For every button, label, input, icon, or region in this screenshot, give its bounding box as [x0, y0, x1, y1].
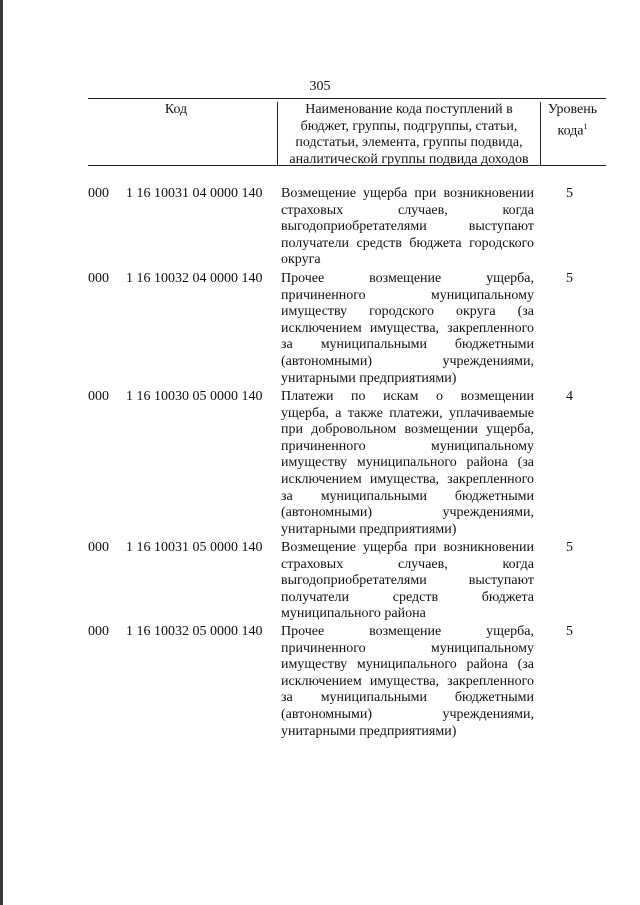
header-name-line: бюджет, группы, подгруппы, статьи,: [300, 118, 518, 134]
row-name-line: Возмещение ущерба при возникновении: [281, 540, 534, 555]
row-name-line: исключением имущества, закрепленного: [281, 673, 534, 689]
row-name-line: округа: [281, 252, 321, 268]
row-name-line: выгодоприобретателями выступают: [281, 219, 534, 235]
row-admin-code: 000: [88, 186, 109, 201]
row-name-line: Платежи по искам о возмещении: [281, 389, 534, 404]
row-code: 1 16 10032 05 0000 140: [126, 624, 263, 639]
row-name-line: унитарными предприятиями): [281, 521, 457, 537]
row-name-line: муниципального района: [281, 606, 426, 622]
header-name: [277, 102, 541, 165]
row-name: [281, 389, 534, 538]
row-name-line: получатели средств бюджета городского: [281, 235, 534, 251]
row-name-line: причиненного муниципальному: [281, 287, 534, 303]
row-name-line: причиненного муниципальному: [281, 438, 534, 454]
row-code: 1 16 10032 04 0000 140: [126, 271, 263, 286]
row-name-line: исключением имущества, закрепленного: [281, 320, 534, 336]
row-name-line: за муниципальными бюджетными: [281, 488, 534, 504]
row-level: 5: [566, 624, 573, 639]
row-admin-code: 000: [88, 624, 109, 639]
row-code: 1 16 10030 05 0000 140: [126, 389, 263, 404]
row-name-line: за муниципальными бюджетными: [281, 337, 534, 353]
page-edge: [0, 0, 3, 905]
row-name: [281, 271, 534, 387]
row-level: 5: [566, 540, 573, 555]
row-name-line: унитарными предприятиями): [281, 370, 457, 386]
row-name-line: Возмещение ущерба при возникновении: [281, 186, 534, 201]
row-name-line: имуществу муниципального района (за: [281, 657, 534, 673]
header-name-line: Наименование кода поступлений в: [305, 102, 513, 117]
row-name-line: выгодоприобретателями выступают: [281, 573, 534, 589]
header-name-line: подстатьи, элемента, группы подвида,: [295, 135, 523, 150]
footnote-marker: 1: [583, 121, 588, 131]
row-name-line: (автономными) учреждениями,: [281, 706, 534, 722]
row-level: 4: [566, 389, 573, 404]
row-name-line: Прочее возмещение ущерба,: [281, 271, 534, 286]
row-name-line: страховых случаев, когда: [281, 556, 534, 572]
page-number: 305: [309, 79, 331, 94]
row-level: 5: [566, 271, 573, 286]
row-name-line: Прочее возмещение ущерба,: [281, 624, 534, 639]
row-name-line: за муниципальными бюджетными: [281, 690, 534, 706]
header-code: Код: [164, 102, 188, 117]
row-name-line: имуществу городского округа (за: [281, 304, 534, 320]
header-level: [539, 102, 606, 140]
row-admin-code: 000: [88, 389, 109, 404]
row-admin-code: 000: [88, 271, 109, 286]
row-admin-code: 000: [88, 540, 109, 555]
row-code: 1 16 10031 04 0000 140: [126, 186, 263, 201]
row-name-line: (автономными) учреждениями,: [281, 505, 534, 521]
row-name-line: страховых случаев, когда: [281, 202, 534, 218]
row-name-line: получатели средств бюджета: [281, 589, 534, 605]
row-name-line: унитарными предприятиями): [281, 723, 457, 739]
header-name-line: аналитической группы подвида доходов: [289, 151, 529, 167]
header-level-line: кода$^1$: [557, 121, 588, 139]
row-name: [281, 540, 534, 623]
row-name: [281, 624, 534, 740]
row-name-line: при добровольном возмещении ущерба,: [281, 422, 534, 438]
row-name-line: исключением имущества, закрепленного: [281, 471, 534, 487]
row-level: 5: [566, 186, 573, 201]
header-level-line: Уровень: [547, 102, 598, 117]
row-name-line: причиненного муниципальному: [281, 640, 534, 656]
row-name-line: ущерба, а также платежи, уплачиваемые: [281, 405, 534, 421]
row-code: 1 16 10031 05 0000 140: [126, 540, 263, 555]
row-name-line: (автономными) учреждениями,: [281, 353, 534, 369]
row-name: [281, 186, 534, 269]
table-header: [88, 98, 606, 166]
row-name-line: имуществу муниципального района (за: [281, 455, 534, 471]
